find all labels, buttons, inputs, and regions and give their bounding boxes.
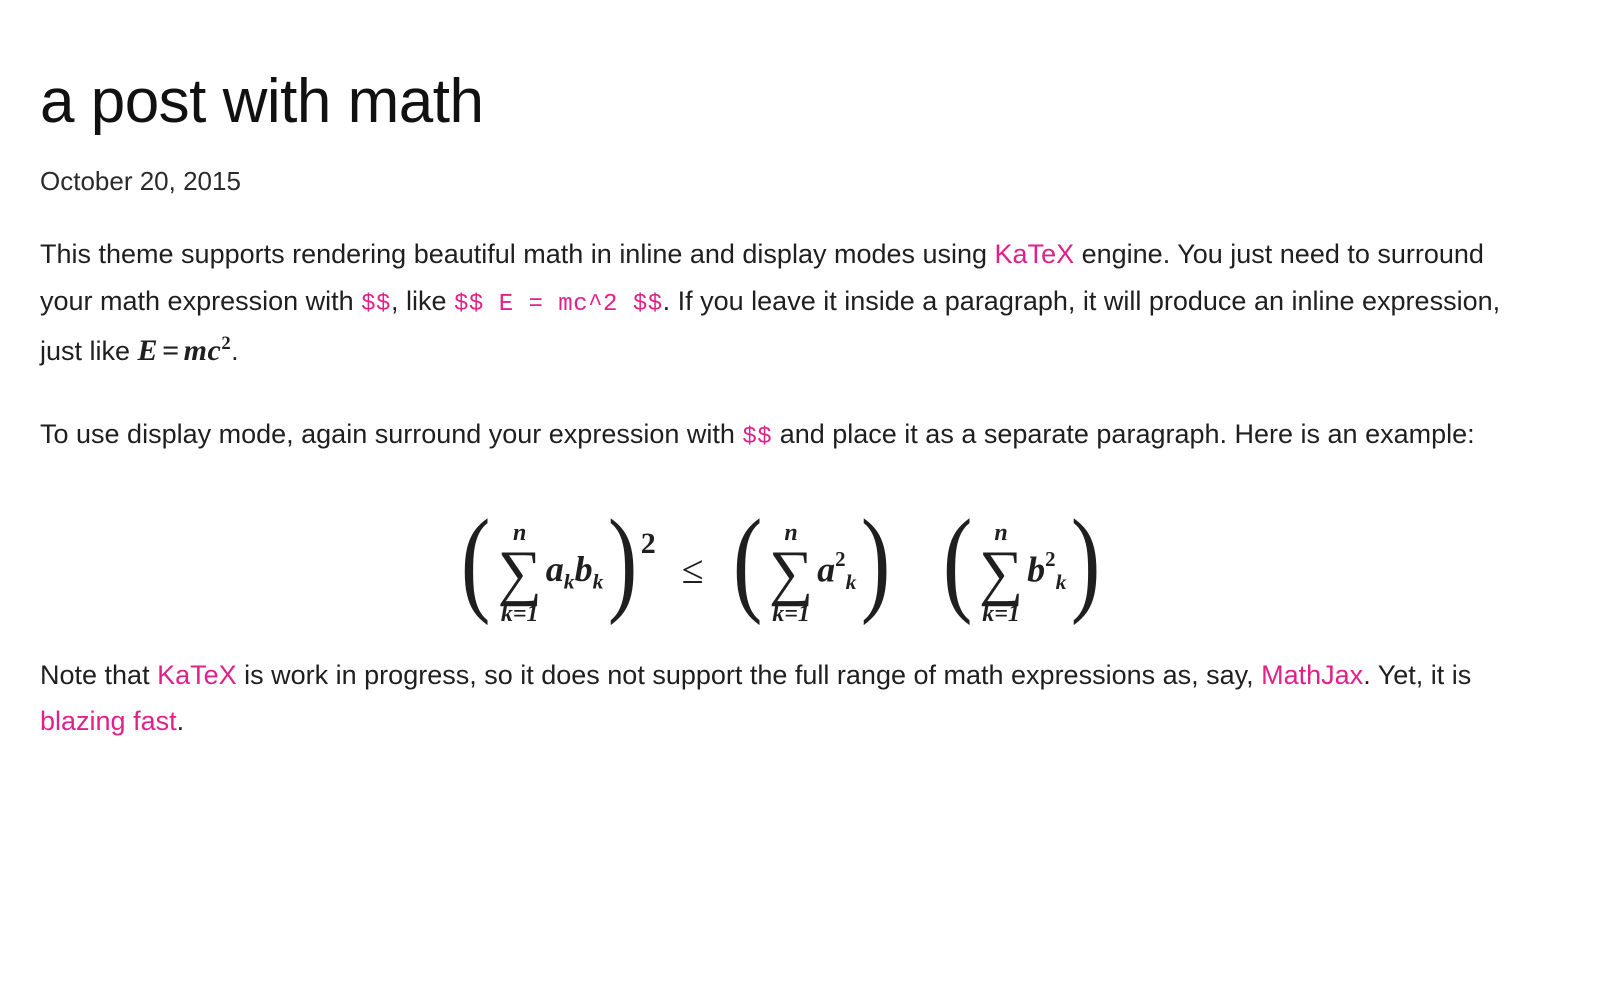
paragraph2-part2: and place it as a separate paragraph. Here is an example: bbox=[772, 419, 1475, 450]
equation-row bbox=[456, 494, 1105, 627]
paragraph3-part2: is work in progress, so it does not support the full range of math expressions as, say, bbox=[236, 659, 1262, 690]
sum-upper-limit-2: n bbox=[784, 519, 798, 546]
sum-symbol-1: ∑ bbox=[497, 538, 542, 607]
link-mathjax[interactable]: MathJax bbox=[1261, 659, 1364, 690]
group1-exponent: 2 bbox=[640, 526, 656, 560]
equation-group-lhs bbox=[456, 494, 657, 627]
paragraph3-part1: Note that bbox=[40, 659, 158, 690]
link-blazing-fast[interactable]: blazing fast bbox=[40, 706, 177, 737]
summation-3 bbox=[979, 521, 1023, 626]
paren-right-1: ) bbox=[608, 494, 638, 626]
sum-terms-3: $b^2_k$ bbox=[1027, 547, 1067, 595]
relation-leq: ≤ bbox=[681, 546, 704, 592]
code-inline-example: $$ E = mc^2 $$ bbox=[453, 290, 663, 318]
code-dollar-delimiters-2: $$ bbox=[742, 424, 773, 452]
sum-terms-1: $a_kb_k$ bbox=[545, 548, 604, 594]
paragraph1-part5: . bbox=[231, 336, 239, 367]
sum-lower-limit-1: k=1 bbox=[500, 600, 539, 627]
paragraph1-part2: engine. You just need to surround your math expression with bbox=[40, 239, 1484, 316]
paragraph1-part3: , like bbox=[390, 285, 454, 316]
paren-left-2: ( bbox=[732, 494, 763, 626]
paragraph-display-mode bbox=[40, 411, 1522, 459]
inline-math-emc2: $E = mc^2$ bbox=[137, 333, 232, 368]
paragraph3-part4: . bbox=[176, 706, 185, 737]
page-title: a post with math bbox=[40, 67, 484, 136]
paren-left-3: ( bbox=[942, 494, 973, 626]
link-katex-2[interactable]: KaTeX bbox=[157, 659, 237, 690]
paragraph1-part4: . If you leave it inside a paragraph, it will produce an inline expression, just like bbox=[40, 285, 1501, 367]
summation-2 bbox=[769, 521, 813, 626]
paren-right-2: ) bbox=[861, 494, 891, 626]
equation-group-rhs-2 bbox=[938, 494, 1106, 627]
paren-left-1: ( bbox=[461, 494, 491, 626]
sum-lower-limit-3: k=1 bbox=[982, 600, 1020, 627]
paragraph2-part1: To use display mode, again surround your expression with bbox=[40, 419, 743, 450]
summation-1 bbox=[498, 521, 542, 626]
code-dollar-delimiters-1: $$ bbox=[361, 290, 391, 318]
paragraph3-part3: . Yet, it is bbox=[1363, 659, 1472, 690]
paren-right-3: ) bbox=[1071, 494, 1101, 626]
paragraph-intro bbox=[40, 231, 1522, 377]
sum-upper-limit-3: n bbox=[994, 519, 1008, 546]
sum-symbol-3: ∑ bbox=[978, 538, 1024, 607]
post-date: October 20, 2015 bbox=[40, 166, 241, 197]
sum-lower-limit-2: k=1 bbox=[772, 600, 810, 627]
paragraph-note bbox=[40, 652, 1522, 745]
sum-terms-2: $a^2_k$ bbox=[817, 547, 857, 595]
sum-symbol-2: ∑ bbox=[768, 538, 814, 607]
display-equation bbox=[40, 494, 1522, 627]
paragraph1-part1: This theme supports rendering beautiful math in inline and display modes using bbox=[40, 239, 995, 270]
link-katex-1[interactable]: KaTeX bbox=[994, 239, 1075, 270]
sum-upper-limit-1: n bbox=[513, 519, 527, 546]
equation-group-rhs-1 bbox=[728, 494, 896, 627]
